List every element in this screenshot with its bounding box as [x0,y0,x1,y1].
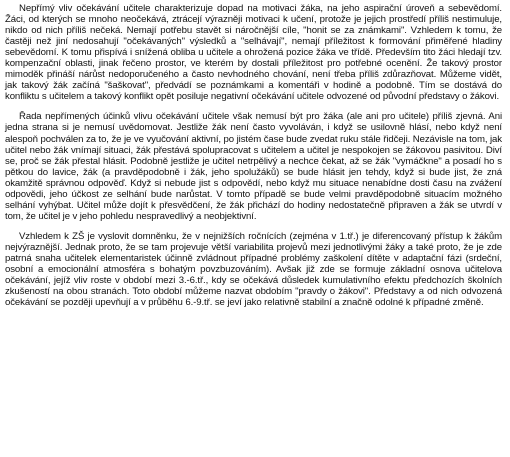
paragraph-primary-school: Vzhledem k ZŠ je vyslovit domněnku, že v nejnižších ročnících (zejména v 1.tř.) je diferencovaný přístup k žákům nejvýraznější. Jednak proto, že se tam projevuje větší variabilita projevů mezi jednotlivými žáky a také proto, že je zde patrná snaha učitelek elementaristek účinně zvládnout případné problémy zaškolení dítěte v adaptační fázi (srdeční, osobní a emocionální atmosféra s bohatým povzbuzováním). Avšak již zde se formuje základní osnova učitelova očekávání, jejíž vliv roste v období mezi 3.-6.tř., kdy se očekává důsledek kumulativního efektu předchozích školních zkušeností na obou stranách. Toto období můžeme nazvat obdobím "pravdy o žákovi". Představy a od nich odvozená očekávání se později upevňují a v průběhu 6.-9.tř. se jeví jako relativně stabilní a značně odolné k případné změně. [5,230,502,309]
paragraph-indirect-influence: Nepřímý vliv očekávání učitele charakterizuje dopad na motivaci žáka, na jeho aspirační úroveň a sebevědomí. Žáci, od kterých se mnoho neočekává, ztrácejí výrazněji motivaci k učení, protože je jejich prostředí příliš nestimuluje, nikdo od nich příliš nečeká. Nemají potřebu stavět si náročnější cíle, "honit se za známkami". Vzhledem k tomu, že častěji než jiní nedosahují "očekávaných" výsledků a "selhávají", nemají příležitost k formování přiměřené hladiny sebevědomí. K tomu přispívá i snížená obliba u učitele a ohrožená pozice žáka ve třídě. Především tito žáci hledají tzv. kompenzační oblasti, jinak řečeno prostor, ve kterém by dostali příležitost pro potřebné ocenění. Že takový prostor mimoděk přináší nárůst nedoporučeného a často nevhodného chování, není třeba příliš zdůrazňovat. Můžeme vidět, jak takový žák začíná "šaškovat", předvádí se poznámkami a komentáři v hodině a podobně. Tím se dostává do konfliktu s učitelem a takový konflikt opět posiluje negativní očekávání učitele odvozené od původní představy o žákovi. [5,3,502,103]
paragraph-hidden-effects: Řada nepřímených účinků vlivu očekávání učitele však nemusí být pro žáka (ale ani pro učitele) příliš zjevná. Ani jedna strana si je nemusí uvědomovat. Jestliže žák není často vyvoláván, i když se usilovně hlásí, nebo když není alespoň pochválen za to, že je ve vyučování aktivní, po jistém čase bude zvedat ruku stále řidčeji. Nezávisle na tom, jak učitel nebo žák vnímají situaci, žák přestává spolupracovat s učitelem a učitel je nespokojen se žákovou pasivitou. Diví se, proč se žák přestal hlásit. Podobně jestliže je učitel netrpělivý a nechce čekat, až se žák "vymáčkne" a posadí ho s pětkou do lavice, žák (a pravděpodobně i žák, jeho spolužáků) se bude hlásit jen tehdy, když si bude jist, že zná okamžitě správnou odpověď. Když si nebude jist s odpovědí, nebo když mu situace nenabídne dosti času na zvážení odpovědi, jeho účkost ze selhání bude narůstat. V tomto případě se bude velmi pravděpodobně situacím možného selhání vyhýbat. Učitel může dojít k přesvědčení, že žák přichází do hodiny nedostatečně připraven a žák se utvrdí v tom, že učitel je v jeho pohledu nespravedlivý a neobjektivní. [5,111,502,222]
